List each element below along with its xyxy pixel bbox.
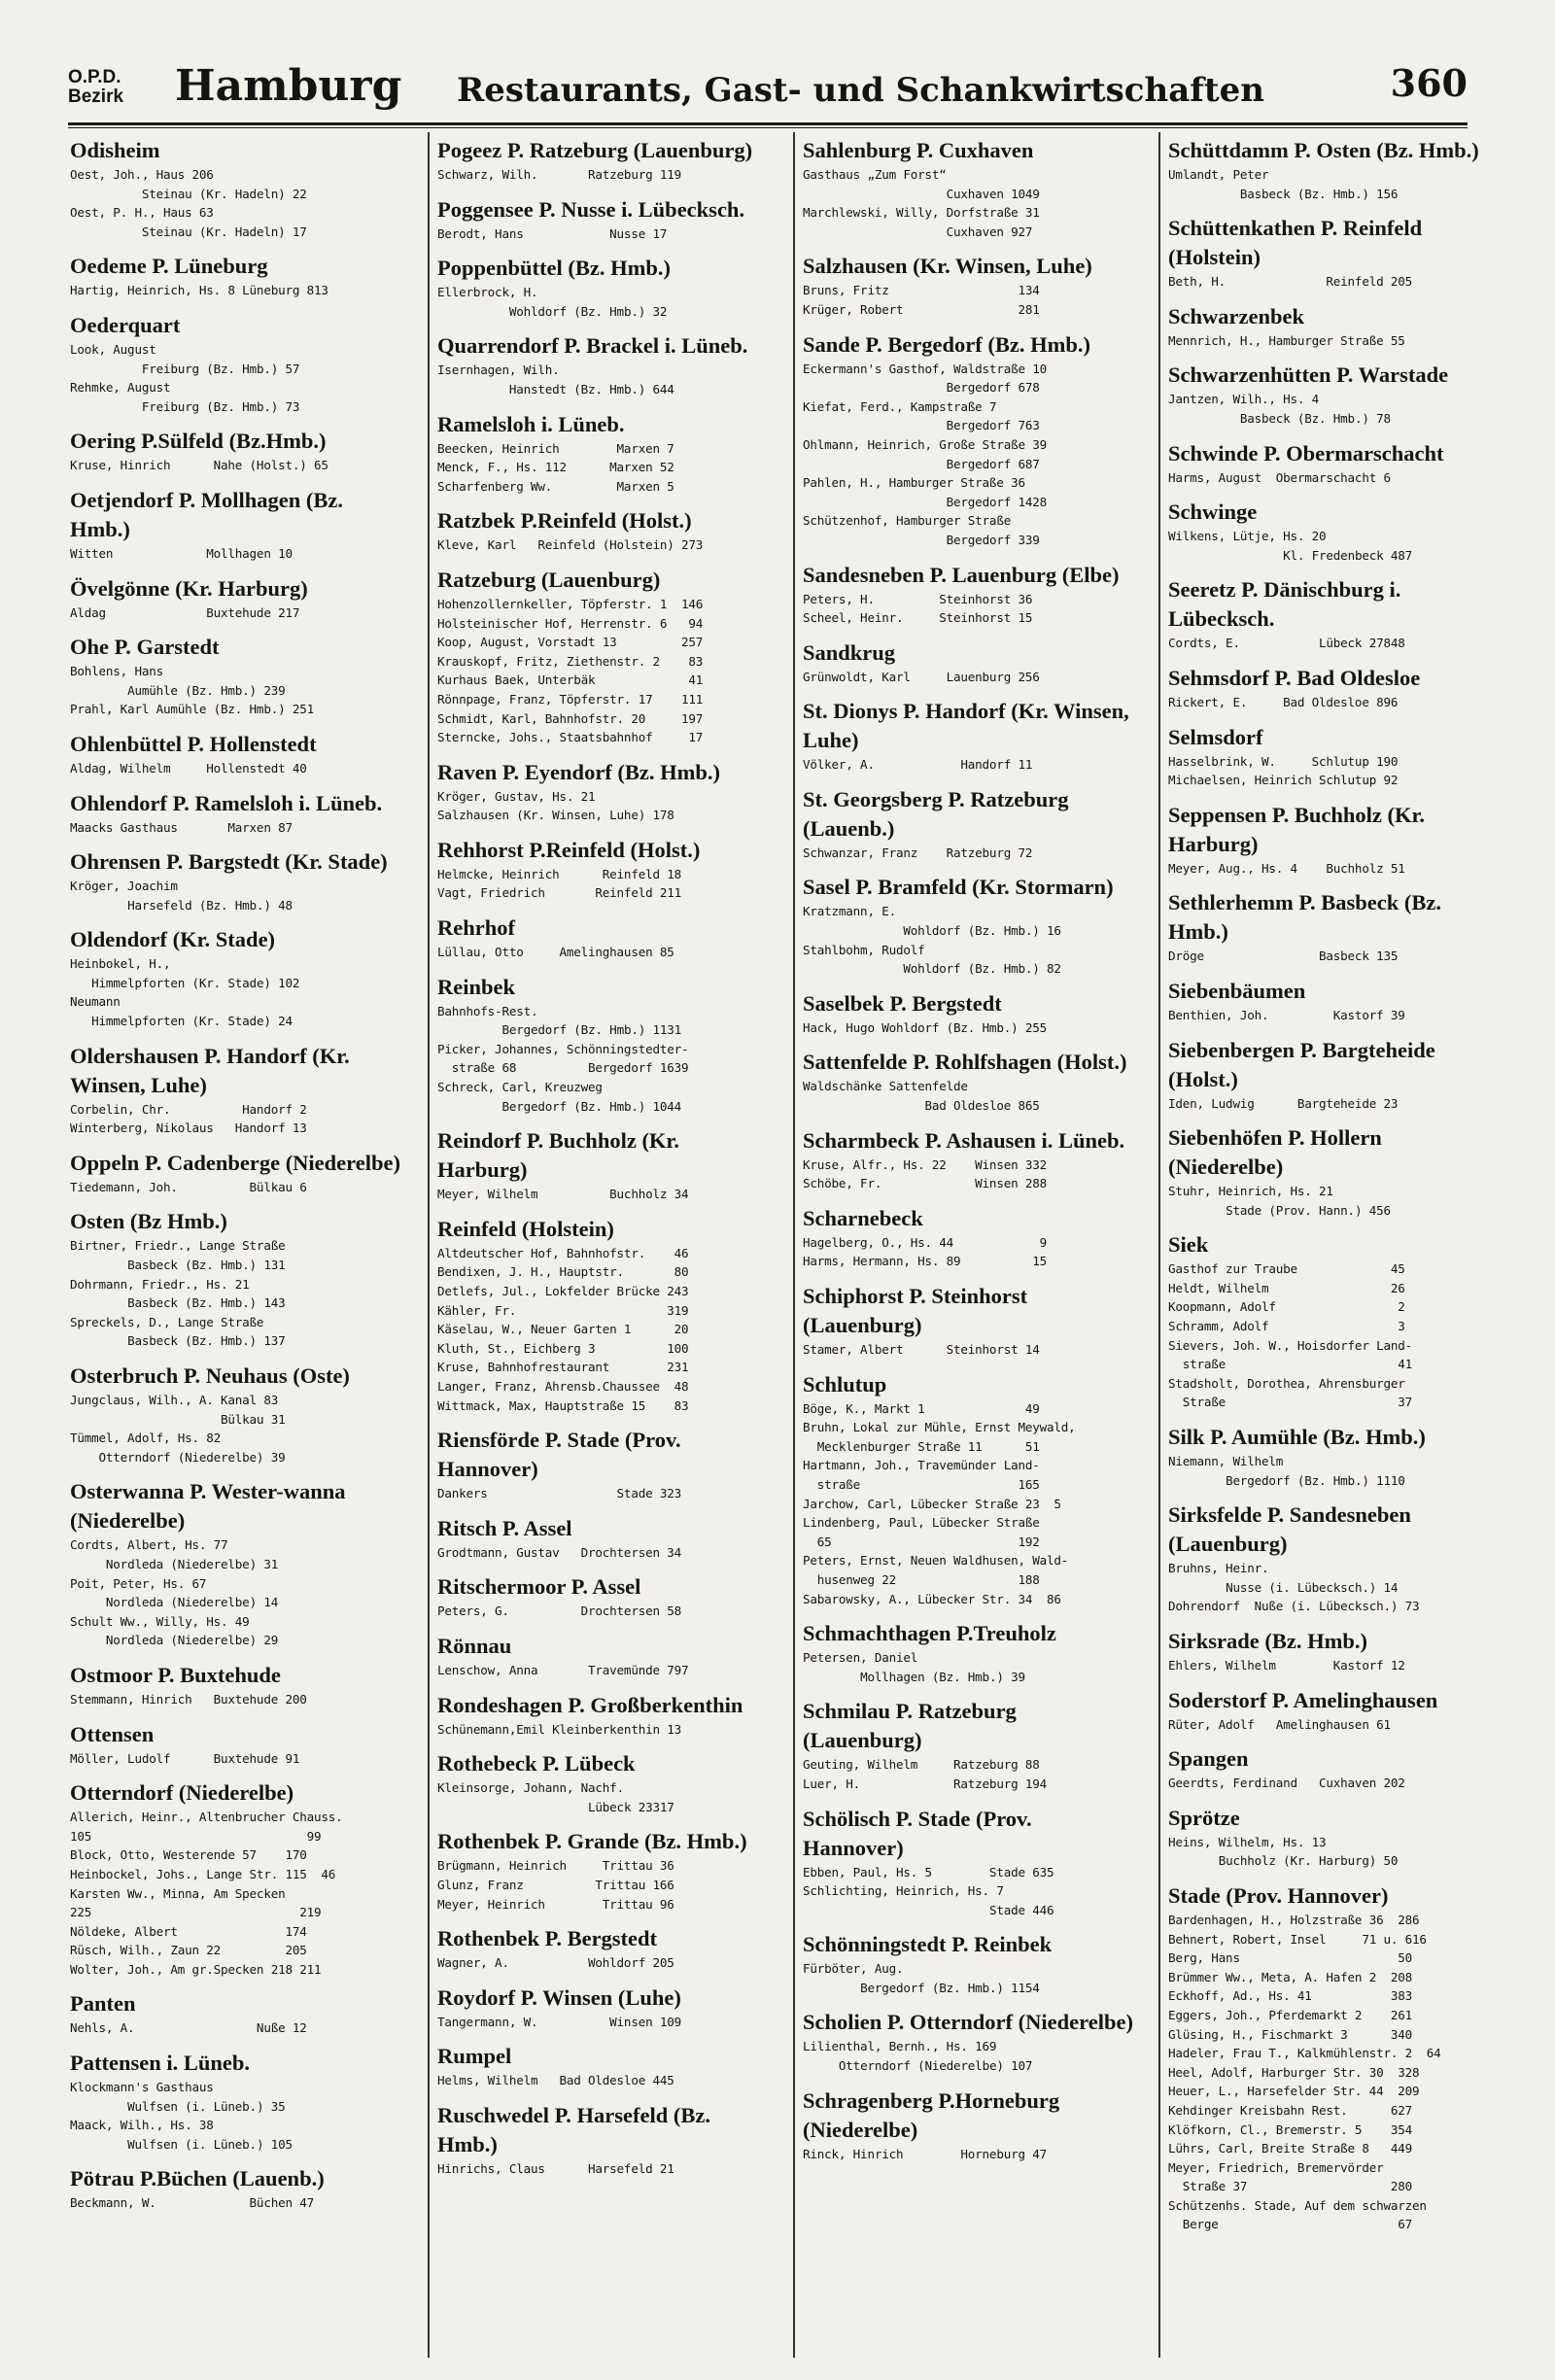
listing-entry: Heinbockel, Johs., Lange Str. 115 46 — [70, 1866, 336, 1881]
listing-entry: Glunz, Franz Trittau 166 — [437, 1877, 674, 1892]
listing-entry: Dohrendorf Nuße (i. Lübecksch.) 73 — [1168, 1599, 1420, 1614]
listing-entry: Petersen, Daniel Mollhagen (Bz. Hmb.) 39 — [803, 1650, 1025, 1684]
listing-entry: Kleinsorge, Johann, Nachf. Lübeck 23317 — [437, 1780, 674, 1814]
column-2 — [437, 136, 768, 2362]
place-heading: Sandesneben P. Lauenburg (Elbe) — [803, 562, 1120, 587]
listing-entry: Lenschow, Anna Travemünde 797 — [437, 1662, 689, 1677]
listing-entry: Tiedemann, Joh. Bülkau 6 — [70, 1179, 307, 1194]
listing-entry: Rüter, Adolf Amelinghausen 61 — [1168, 1716, 1391, 1732]
listing-entry: Heldt, Wilhelm 26 — [1168, 1280, 1405, 1295]
place-heading: Oldershausen P. Handorf (Kr. Winsen, Luhe) — [70, 1043, 350, 1097]
place-heading: Scharnebeck — [803, 1205, 923, 1230]
listing-entry: Harms, Hermann, Hs. 89 15 — [803, 1254, 1047, 1269]
listing-entry: Jungclaus, Wilh., A. Kanal 83 Bülkau 31 — [70, 1393, 286, 1427]
listing-entry: Meyer, Friedrich, Bremervörder Straße 37 280 — [1168, 2159, 1412, 2194]
place-heading: Pogeez P. Ratzeburg (Lauenburg) — [437, 138, 753, 162]
place-heading: Quarrendorf P. Brackel i. Lüneb. — [437, 333, 748, 359]
listing-entry: Mennrich, H., Hamburger Straße 55 — [1168, 332, 1405, 348]
listing-entry: Schult Ww., Willy, Hs. 49 Nordleda (Niederelbe) 29 — [70, 1613, 279, 1648]
listing-entry: Bahnhofs-Rest. Bergedorf (Bz. Hmb.) 1131 — [437, 1003, 682, 1038]
listing-entry: Holsteinischer Hof, Herrenstr. 6 94 — [437, 615, 704, 631]
listing-entry: Schlichting, Heinrich, Hs. 7 Stade 446 — [803, 1883, 1054, 1917]
listing-entry: Nöldeke, Albert 174 — [70, 1923, 307, 1939]
listing-entry: Gasthof zur Traube 45 — [1168, 1261, 1405, 1277]
listing-entry: Meyer, Aug., Hs. 4 Buchholz 51 — [1168, 860, 1405, 876]
listing-entry: Krüger, Robert 281 — [803, 301, 1040, 317]
listing-entry: Hartig, Heinrich, Hs. 8 Lüneburg 813 — [70, 283, 328, 298]
listing-entry: Eckermann's Gasthof, Waldstraße 10 Bergedorf 678 — [803, 361, 1047, 396]
listing-entry: Scharfenberg Ww. Marxen 5 — [437, 478, 674, 494]
listing-entry: Bardenhagen, H., Holzstraße 36 286 — [1168, 1912, 1420, 1927]
listing-entry: Meyer, Heinrich Trittau 96 — [437, 1896, 674, 1912]
place-heading: Saselbek P. Bergstedt — [803, 990, 1002, 1016]
place-heading: Soderstorf P. Amelinghausen — [1168, 1687, 1438, 1712]
place-heading: Ohlenbüttel P. Hollenstedt — [70, 731, 317, 756]
listing-entry: Behnert, Robert, Insel 71 u. 616 — [1168, 1931, 1427, 1947]
page-header — [68, 60, 1468, 121]
opd-label: O.P.D. — [68, 67, 121, 87]
listing-entry: Umlandt, Peter Basbeck (Bz. Hmb.) 156 — [1168, 167, 1399, 201]
listing-entry: Glüsing, H., Fischmarkt 3 340 — [1168, 2026, 1412, 2042]
listing-entry: Look, August Freiburg (Bz. Hmb.) 57 — [70, 341, 300, 376]
place-heading: Riensförde P. Stade (Prov. Hannover) — [437, 1428, 681, 1482]
listing-entry: Berg, Hans 50 — [1168, 1950, 1412, 1966]
place-heading: Seppensen P. Buchholz (Kr. Harburg) — [1168, 802, 1426, 856]
listing-entry: Klockmann's Gasthaus Wulfsen (i. Lüneb.) 35 — [70, 2080, 286, 2114]
listing-entry: Ellerbrock, H. Wohldorf (Bz. Hmb.) 32 — [437, 285, 668, 319]
place-heading: Osterbruch P. Neuhaus (Oste) — [70, 1363, 350, 1388]
column-divider — [793, 132, 795, 2358]
listing-entry: Scheel, Heinr. Steinhorst 15 — [803, 610, 1033, 626]
listing-entry: Oest, P. H., Haus 63 Steinau (Kr. Hadeln) 17 — [70, 205, 307, 239]
listing-entry: Helms, Wilhelm Bad Oldesloe 445 — [437, 2073, 674, 2088]
listing-entry: Möller, Ludolf Buxtehude 91 — [70, 1750, 300, 1766]
listing-entry: Birtner, Friedr., Lange Straße Basbeck (Bz. Hmb.) 131 — [70, 1238, 286, 1273]
listing-entry: Kluth, St., Eichberg 3 100 — [437, 1340, 689, 1356]
listing-entry: Käselau, W., Neuer Garten 1 20 — [437, 1322, 689, 1337]
place-heading: Ohrensen P. Bargstedt (Kr. Stade) — [70, 849, 388, 875]
place-heading: St. Georgsberg P. Ratzeburg (Lauenb.) — [803, 786, 1069, 841]
listing-entry: Ehlers, Wilhelm Kastorf 12 — [1168, 1658, 1405, 1673]
section-title: Restaurants, Gast- und Schankwirtschaften — [457, 71, 1264, 110]
listing-entry: Kähler, Fr. 319 — [437, 1302, 689, 1318]
listing-entry: Lindenberg, Paul, Lübecker Straße 65 192 — [803, 1515, 1040, 1549]
place-heading: Silk P. Aumühle (Bz. Hmb.) — [1168, 1425, 1426, 1450]
place-heading: Raven P. Eyendorf (Bz. Hmb.) — [437, 759, 721, 784]
listing-entry: Berodt, Hans Nusse 17 — [437, 225, 668, 241]
listing-entry: Nehls, A. Nuße 12 — [70, 2020, 307, 2036]
city-title: Hamburg — [175, 61, 402, 111]
listing-entry: Schöbe, Fr. Winsen 288 — [803, 1176, 1047, 1191]
column-divider — [1158, 132, 1160, 2358]
listing-entry: Wittmack, Max, Hauptstraße 15 83 — [437, 1397, 689, 1413]
place-heading: Schüttdamm P. Osten (Bz. Hmb.) — [1168, 138, 1479, 162]
place-heading: Rönnau — [437, 1633, 512, 1658]
listing-entry: Beckmann, W. Büchen 47 — [70, 2195, 314, 2211]
listing-entry: Schreck, Carl, Kreuzweg Bergedorf (Bz. Hmb.) 1044 — [437, 1080, 682, 1114]
place-heading: Scharmbeck P. Ashausen i. Lüneb. — [803, 1127, 1125, 1153]
listing-entry: Peters, Ernst, Neuen Waldhusen, Wald- husenweg 22 188 — [803, 1553, 1069, 1587]
listing-entry: Dröge Basbeck 135 — [1168, 949, 1399, 964]
place-heading: Reindorf P. Buchholz (Kr. Harburg) — [437, 1128, 679, 1183]
place-heading: Rothenbek P. Grande (Bz. Hmb.) — [437, 1829, 747, 1854]
place-heading: Seeretz P. Dänischburg i. Lübecksch. — [1168, 577, 1401, 632]
listing-entry: Krauskopf, Fritz, Ziethenstr. 2 83 — [437, 653, 704, 669]
listing-entry: Hadeler, Frau T., Kalkmühlenstr. 2 64 — [1168, 2046, 1441, 2061]
listing-entry: Sterncke, Johs., Staatsbahnhof 17 — [437, 730, 704, 745]
listing-entry: Eckhoff, Ad., Hs. 41 383 — [1168, 1988, 1412, 2004]
listing-entry: Koop, August, Vorstadt 13 257 — [437, 635, 704, 650]
place-heading: Schwinde P. Obermarschacht — [1168, 440, 1444, 466]
listing-entry: Kruse, Bahnhofrestaurant 231 — [437, 1360, 689, 1375]
listing-entry: Ohlmann, Heinrich, Große Straße 39 Bergedorf 687 — [803, 436, 1047, 471]
place-heading: Reinfeld (Holstein) — [437, 1216, 614, 1241]
place-heading: Schlutup — [803, 1371, 887, 1397]
listing-entry: Stemmann, Hinrich Buxtehude 200 — [70, 1691, 307, 1707]
listing-entry: Jarchow, Carl, Lübecker Straße 23 5 — [803, 1496, 1061, 1511]
place-heading: Schragenberg P.Horneburg (Niederelbe) — [803, 2087, 1060, 2142]
listing-entry: Beth, H. Reinfeld 205 — [1168, 274, 1412, 290]
listing-entry: Klöfkorn, Cl., Bremerstr. 5 354 — [1168, 2121, 1412, 2137]
place-heading: Ruschwedel P. Harsefeld (Bz. Hmb.) — [437, 2102, 711, 2156]
place-heading: Ramelsloh i. Lüneb. — [437, 411, 625, 436]
listing-entry: Tangermann, W. Winsen 109 — [437, 2014, 681, 2029]
place-heading: Sirksfelde P. Sandesneben (Lauenburg) — [1168, 1502, 1411, 1557]
column-4 — [1168, 136, 1499, 2362]
listing-entry: Aldag, Wilhelm Hollenstedt 40 — [70, 760, 307, 776]
listing-entry: Fürböter, Aug. Bergedorf (Bz. Hmb.) 1154 — [803, 1961, 1040, 1995]
listing-entry: Heins, Wilhelm, Hs. 13 Buchholz (Kr. Harburg) 50 — [1168, 1834, 1399, 1869]
listing-entry: Kröger, Gustav, Hs. 21 Salzhausen (Kr. Winsen, Luhe) 178 — [437, 788, 674, 823]
listing-entry: Luer, H. Ratzeburg 194 — [803, 1776, 1047, 1791]
place-heading: Schwarzenbek — [1168, 303, 1304, 328]
listing-entry: Dankers Stade 323 — [437, 1486, 681, 1501]
place-heading: Roydorf P. Winsen (Luhe) — [437, 1984, 681, 2010]
place-heading: Oppeln P. Cadenberge (Niederelbe) — [70, 1150, 400, 1175]
place-heading: Poppenbüttel (Bz. Hmb.) — [437, 256, 672, 281]
listing-entry: Heuer, L., Harsefelder Str. 44 209 — [1168, 2084, 1420, 2099]
listing-entry: Witten Mollhagen 10 — [70, 545, 293, 561]
place-heading: Sattenfelde P. Rohlfshagen (Holst.) — [803, 1050, 1127, 1075]
place-heading: Rothenbek P. Bergstedt — [437, 1926, 658, 1951]
place-heading: Schwinge — [1168, 500, 1258, 525]
listing-entry: Stahlbohm, Rudolf Wohldorf (Bz. Hmb.) 82 — [803, 942, 1061, 977]
place-heading: Ritschermoor P. Assel — [437, 1574, 641, 1600]
place-heading: Osten (Bz Hmb.) — [70, 1209, 227, 1234]
listing-entry: Wolter, Joh., Am gr.Specken 218 211 — [70, 1961, 322, 1977]
listing-entry: Kurhaus Baek, Unterbäk 41 — [437, 673, 704, 688]
listing-entry: Lührs, Carl, Breite Straße 8 449 — [1168, 2141, 1412, 2156]
place-heading: Poggensee P. Nusse i. Lübecksch. — [437, 196, 745, 222]
place-heading: Selmsdorf — [1168, 724, 1263, 749]
listing-entry: Heinbokel, H., Himmelpforten (Kr. Stade) 102 — [70, 956, 300, 990]
listing-entry: Maacks Gasthaus Marxen 87 — [70, 819, 293, 835]
place-heading: Sasel P. Bramfeld (Kr. Stormarn) — [803, 875, 1114, 900]
place-heading: Odisheim — [70, 138, 160, 162]
place-heading: Schönningstedt P. Reinbek — [803, 1932, 1053, 1957]
place-heading: Oedeme P. Lüneburg — [70, 254, 268, 279]
place-heading: Panten — [70, 1991, 136, 2017]
listing-entry: Hasselbrink, W. Schlutup 190 — [1168, 753, 1399, 769]
listing-entry: Menck, F., Hs. 112 Marxen 52 — [437, 460, 674, 475]
place-heading: Spangen — [1168, 1746, 1249, 1772]
listing-entry: Altdeutscher Hof, Bahnhofstr. 46 — [437, 1245, 689, 1260]
place-heading: Sahlenburg P. Cuxhaven — [803, 138, 1034, 162]
listing-entry: Niemann, Wilhelm Bergedorf (Bz. Hmb.) 1110 — [1168, 1454, 1405, 1488]
listing-entry: Brügmann, Heinrich Trittau 36 — [437, 1858, 674, 1874]
listing-entry: Beecken, Heinrich Marxen 7 — [437, 440, 674, 456]
column-3 — [803, 136, 1133, 2362]
listing-entry: Bendixen, J. H., Hauptstr. 80 — [437, 1264, 689, 1280]
page-number: 360 — [1390, 61, 1468, 105]
listing-entry: Böge, K., Markt 1 49 — [803, 1400, 1040, 1416]
listing-entry: Block, Otto, Westerende 57 170 — [70, 1847, 307, 1863]
listing-entry: Cordts, Albert, Hs. 77 Nordleda (Niederelbe) 31 — [70, 1537, 279, 1571]
listing-entry: Eggers, Joh., Pferdemarkt 2 261 — [1168, 2007, 1412, 2022]
listing-entry: Rickert, E. Bad Oldesloe 896 — [1168, 694, 1399, 709]
listing-entry: Kruse, Hinrich Nahe (Holst.) 65 — [70, 458, 328, 473]
place-heading: Siebenbergen P. Bargteheide (Holst.) — [1168, 1037, 1435, 1091]
listing-entry: Prahl, Karl Aumühle (Bz. Hmb.) 251 — [70, 702, 314, 717]
place-heading: Reinbek — [437, 974, 516, 999]
listing-entry: Heel, Adolf, Harburger Str. 30 328 — [1168, 2064, 1420, 2080]
place-heading: Oldendorf (Kr. Stade) — [70, 927, 276, 952]
listing-entry: Rüsch, Wilh., Zaun 22 205 — [70, 1943, 307, 1958]
place-heading: Schiphorst P. Steinhorst (Lauenburg) — [803, 1284, 1028, 1337]
place-heading: Sandkrug — [803, 639, 896, 665]
place-heading: Siebenbäumen — [1168, 978, 1306, 1003]
listing-entry: Hagelberg, O., Hs. 44 9 — [803, 1234, 1047, 1250]
listing-entry: Maack, Wilh., Hs. 38 Wulfsen (i. Lüneb.) 105 — [70, 2118, 293, 2152]
place-heading: Siek — [1168, 1232, 1209, 1258]
listing-entry: Kruse, Alfr., Hs. 22 Winsen 332 — [803, 1156, 1047, 1172]
listing-entry: Kleve, Karl Reinfeld (Holstein) 273 — [437, 537, 704, 553]
listing-entry: Hinrichs, Claus Harsefeld 21 — [437, 2160, 674, 2176]
listing-entry: Corbelin, Chr. Handorf 2 — [70, 1101, 307, 1117]
place-heading: Rehhorst P.Reinfeld (Holst.) — [437, 837, 701, 862]
place-heading: Osterwanna P. Wester-wanna (Niederelbe) — [70, 1479, 346, 1534]
header-rule-thin — [68, 127, 1468, 128]
listing-entry: Bruhns, Heinr. Nusse (i. Lübecksch.) 14 — [1168, 1561, 1399, 1595]
listing-entry: Stuhr, Heinrich, Hs. 21 Stade (Prov. Hann.) 456 — [1168, 1184, 1391, 1218]
place-heading: Rondeshagen P. Großberkenthin — [437, 1692, 743, 1717]
listing-entry: Helmcke, Heinrich Reinfeld 18 — [437, 866, 681, 881]
listing-entry: Schwanzar, Franz Ratzeburg 72 — [803, 845, 1033, 860]
listing-entry: Langer, Franz, Ahrensb.Chaussee 48 — [437, 1378, 689, 1394]
place-heading: Oetjendorf P. Mollhagen (Bz. Hmb.) — [70, 487, 344, 541]
place-heading: Schölisch P. Stade (Prov. Hannover) — [803, 1806, 1032, 1860]
place-heading: Ohe P. Garstedt — [70, 635, 220, 660]
listing-entry: Neumann Himmelpforten (Kr. Stade) 24 — [70, 994, 293, 1029]
listing-entry: Dohrmann, Friedr., Hs. 21 Basbeck (Bz. Hmb.) 143 — [70, 1276, 286, 1311]
listing-entry: Stamer, Albert Steinhorst 14 — [803, 1342, 1040, 1357]
listing-entry: Hartmann, Joh., Travemünder Land- straße 165 — [803, 1458, 1040, 1492]
place-heading: Ottensen — [70, 1721, 155, 1746]
listing-entry: Meyer, Wilhelm Buchholz 34 — [437, 1187, 689, 1202]
listing-entry: Hack, Hugo Wohldorf (Bz. Hmb.) 255 — [803, 1019, 1047, 1035]
listing-entry: Schwarz, Wilh. Ratzeburg 119 — [437, 167, 681, 182]
listing-entry: Marchlewski, Willy, Dorfstraße 31 Cuxhaven 927 — [803, 205, 1040, 239]
listing-entry: Schmidt, Karl, Bahnhofstr. 20 197 — [437, 710, 704, 726]
listing-entry: Peters, G. Drochtersen 58 — [437, 1604, 681, 1619]
listing-entry: Peters, H. Steinhorst 36 — [803, 591, 1033, 606]
listing-entry: Oest, Joh., Haus 206 Steinau (Kr. Hadeln) 22 — [70, 167, 307, 201]
listing-entry: Detlefs, Jul., Lokfelder Brücke 243 — [437, 1284, 689, 1298]
place-heading: Sprötze — [1168, 1805, 1240, 1830]
listing-entry: Kiefat, Ferd., Kampstraße 7 Bergedorf 763 — [803, 398, 1040, 433]
column-divider — [428, 132, 430, 2358]
place-heading: Salzhausen (Kr. Winsen, Luhe) — [803, 254, 1092, 279]
listing-entry: Lüllau, Otto Amelinghausen 85 — [437, 945, 674, 960]
place-heading: Rumpel — [437, 2044, 512, 2069]
opd-bezirk-label — [68, 68, 123, 107]
bezirk-label: Bezirk — [68, 86, 124, 107]
place-heading: Otterndorf (Niederelbe) — [70, 1780, 294, 1806]
listing-entry: Grünwoldt, Karl Lauenburg 256 — [803, 669, 1040, 684]
listing-entry: Michaelsen, Heinrich Schlutup 92 — [1168, 773, 1399, 788]
column-1 — [70, 136, 400, 2362]
place-heading: Ritsch P. Assel — [437, 1515, 572, 1540]
listing-entry: Poit, Peter, Hs. 67 Nordleda (Niederelbe) 14 — [70, 1575, 279, 1610]
listing-entry: Völker, A. Handorf 11 — [803, 757, 1033, 773]
listing-entry: Bohlens, Hans Aumühle (Bz. Hmb.) 239 — [70, 664, 286, 698]
listing-entry: Wilkens, Lütje, Hs. 20 Kl. Fredenbeck 487 — [1168, 529, 1413, 563]
listing-entry: Grodtmann, Gustav Drochtersen 34 — [437, 1544, 681, 1560]
listing-entry: Rehmke, August Freiburg (Bz. Hmb.) 73 — [70, 380, 300, 414]
place-heading: St. Dionys P. Handorf (Kr. Winsen, Luhe) — [803, 699, 1129, 753]
listing-entry: Geuting, Wilhelm Ratzeburg 88 — [803, 1757, 1040, 1773]
listing-entry: Rönnpage, Franz, Töpferstr. 17 111 — [437, 691, 704, 707]
listing-entry: Benthien, Joh. Kastorf 39 — [1168, 1007, 1405, 1022]
listing-entry: Ebben, Paul, Hs. 5 Stade 635 — [803, 1864, 1054, 1880]
listing-entry: Spreckels, D., Lange Straße Basbeck (Bz. Hmb.) 137 — [70, 1314, 286, 1349]
listing-entry: Wagner, A. Wohldorf 205 — [437, 1955, 674, 1971]
place-heading: Ostmoor P. Buxtehude — [70, 1662, 281, 1687]
listing-entry: Winterberg, Nikolaus Handorf 13 — [70, 1121, 307, 1136]
listing-entry: Iden, Ludwig Bargteheide 23 — [1168, 1095, 1399, 1111]
place-heading: Pötrau P.Büchen (Lauenb.) — [70, 2166, 325, 2191]
listing-entry: Cordts, E. Lübeck 27848 — [1168, 636, 1405, 651]
place-heading: Schüttenkathen P. Reinfeld (Holstein) — [1168, 216, 1423, 270]
listing-entry: Aldag Buxtehude 217 — [70, 604, 300, 620]
listing-entry: Kehdinger Kreisbahn Rest. 627 — [1168, 2102, 1412, 2118]
place-heading: Stade (Prov. Hannover) — [1168, 1882, 1389, 1908]
place-heading: Ratzeburg (Lauenburg) — [437, 567, 661, 592]
place-heading: Pattensen i. Lüneb. — [70, 2051, 251, 2076]
listing-entry: Jantzen, Wilh., Hs. 4 Basbeck (Bz. Hmb.) 78 — [1168, 392, 1391, 426]
listing-entry: Pahlen, H., Hamburger Straße 36 Bergedorf 1428 — [803, 475, 1048, 509]
place-heading: Sethlerhemm P. Basbeck (Bz. Hmb.) — [1168, 890, 1442, 945]
listing-entry: Hohenzollernkeller, Töpferstr. 1 146 — [437, 596, 704, 611]
place-heading: Sirksrade (Bz. Hmb.) — [1168, 1629, 1367, 1653]
header-rule — [68, 122, 1468, 125]
listing-entry: Gasthaus „Zum Forst“ Cuxhaven 1049 — [803, 167, 1040, 201]
listing-entry: Picker, Johannes, Schönningstedter- straße 68 Bergedorf 1639 — [437, 1041, 689, 1076]
listing-entry: Lilienthal, Bernh., Hs. 169 Otterndorf (Niederelbe) 107 — [803, 2039, 1033, 2074]
listing-entry: Sievers, Joh. W., Hoisdorfer Land- straße 41 — [1168, 1337, 1412, 1372]
listing-entry: Schützenhs. Stade, Auf dem schwarzen Berge 67 — [1168, 2197, 1427, 2232]
listing-entry: Koopmann, Adolf 2 — [1168, 1299, 1405, 1315]
listing-entry: Schünemann,Emil Kleinberkenthin 13 — [437, 1721, 681, 1737]
place-heading: Oederquart — [70, 312, 181, 337]
place-heading: Sande P. Bergedorf (Bz. Hmb.) — [803, 331, 1091, 357]
place-heading: Siebenhöfen P. Hollern (Niederelbe) — [1168, 1125, 1382, 1180]
listing-entry: Sabarowsky, A., Lübecker Str. 34 86 — [803, 1591, 1061, 1606]
listing-entry: Kratzmann, E. Wohldorf (Bz. Hmb.) 16 — [803, 904, 1061, 939]
place-heading: Oering P.Sülfeld (Bz.Hmb.) — [70, 429, 327, 454]
listing-entry: Stadsholt, Dorothea, Ahrensburger Straße 37 — [1168, 1375, 1412, 1410]
place-heading: Schmachthagen P.Treuholz — [803, 1621, 1056, 1646]
listing-entry: Harms, August Obermarschacht 6 — [1168, 469, 1391, 485]
listing-entry: Geerdts, Ferdinand Cuxhaven 202 — [1168, 1776, 1405, 1791]
place-heading: Ohlendorf P. Ramelsloh i. Lüneb. — [70, 790, 383, 815]
place-heading: Schwarzenhütten P. Warstade — [1168, 362, 1449, 388]
place-heading: Övelgönne (Kr. Harburg) — [70, 575, 308, 601]
listing-entry: Karsten Ww., Minna, Am Specken 225 219 — [70, 1885, 322, 1920]
listing-entry: Waldschänke Sattenfelde Bad Oldesloe 865 — [803, 1079, 1040, 1114]
place-heading: Ratzbek P.Reinfeld (Holst.) — [437, 508, 692, 534]
listing-entry: Rinck, Hinrich Horneburg 47 — [803, 2146, 1047, 2161]
listing-entry: Kröger, Joachim Harsefeld (Bz. Hmb.) 48 — [70, 879, 293, 913]
listing-entry: Bruns, Fritz 134 — [803, 283, 1040, 298]
listing-entry: Schramm, Adolf 3 — [1168, 1319, 1405, 1334]
place-heading: Rehrhof — [437, 915, 515, 941]
listing-entry: Isernhagen, Wilh. Hanstedt (Bz. Hmb.) 644 — [437, 362, 674, 397]
listing-entry: Allerich, Heinr., Altenbrucher Chauss. 105 99 — [70, 1810, 343, 1844]
place-heading: Schmilau P. Ratzeburg (Lauenburg) — [803, 1699, 1017, 1753]
listing-entry: Vagt, Friedrich Reinfeld 211 — [437, 885, 681, 901]
listing-entry: Tümmel, Adolf, Hs. 82 Otterndorf (Niederelbe) 39 — [70, 1431, 286, 1465]
listing-entry: Schützenhof, Hamburger Straße Bergedorf 339 — [803, 513, 1040, 547]
listing-entry: Brümmer Ww., Meta, A. Hafen 2 208 — [1168, 1969, 1412, 1984]
place-heading: Rothebeck P. Lübeck — [437, 1751, 636, 1776]
place-heading: Sehmsdorf P. Bad Oldesloe — [1168, 665, 1421, 690]
listing-entry: Bruhn, Lokal zur Mühle, Ernst Meywald, Mecklenburger Straße 11 51 — [803, 1420, 1076, 1454]
place-heading: Scholien P. Otterndorf (Niederelbe) — [803, 2010, 1133, 2035]
